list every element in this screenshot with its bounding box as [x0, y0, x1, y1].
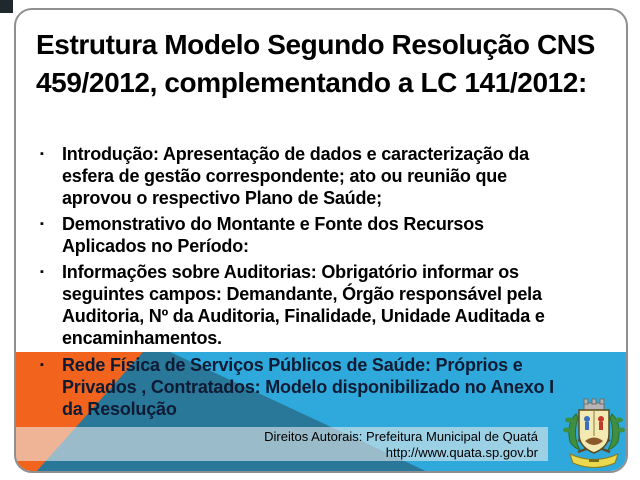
bullet-line: Introdução: Apresentação de dados e caracterização da	[62, 144, 529, 164]
corner-accent-square	[0, 0, 13, 13]
bullet-text	[62, 143, 529, 209]
bullet-text	[62, 261, 545, 349]
bullet-square-icon: ▪	[40, 359, 44, 371]
list-item	[40, 143, 622, 209]
footer-design-region	[16, 352, 626, 471]
bullet-line: Privados , Contratados: Modelo disponibilizado no Anexo I	[62, 377, 554, 397]
list-item	[40, 261, 622, 349]
bullet-line: Demonstrativo do Montante e Fonte dos Recursos	[62, 214, 484, 234]
bullet-text	[62, 213, 484, 257]
bullet-line: Informações sobre Auditorias: Obrigatório informar os	[62, 262, 519, 282]
quata-coat-of-arms-icon	[554, 396, 628, 470]
slide-card	[14, 8, 628, 473]
bullet-line: Auditoria, Nº da Auditoria, Finalidade, Unidade Auditada e	[62, 306, 545, 326]
bullet-square-icon: ▪	[40, 218, 44, 230]
slide-title-line2: 459/2012, complementando a LC 141/2012:	[36, 67, 587, 98]
bullet-line: Rede Física de Serviços Públicos de Saúde: Próprios e	[62, 355, 523, 375]
bullet-square-icon: ▪	[40, 266, 44, 278]
copyright-url: http://www.quata.sp.gov.br	[385, 445, 538, 460]
list-item	[40, 354, 554, 420]
bullet-line: aprovou o respectivo Plano de Saúde;	[62, 188, 382, 208]
bullet-text	[62, 354, 554, 420]
bullet-line: encaminhamentos.	[62, 328, 222, 348]
slide-title-line1: Estrutura Modelo Segundo Resolução CNS	[36, 29, 595, 60]
bullet-line: esfera de gestão correspondente; ato ou reunião que	[62, 166, 507, 186]
bullet-line: da Resolução	[62, 399, 177, 419]
bullet-line: Aplicados no Período:	[62, 236, 249, 256]
bullet-list	[40, 143, 622, 353]
bullet-square-icon: ▪	[40, 148, 44, 160]
list-item	[40, 213, 622, 257]
copyright-band	[16, 427, 548, 461]
copyright-text: Direitos Autorais: Prefeitura Municipal de Quatá	[264, 429, 538, 444]
bullet-line: seguintes campos: Demandante, Órgão responsável pela	[62, 284, 542, 304]
slide-title	[36, 26, 595, 102]
